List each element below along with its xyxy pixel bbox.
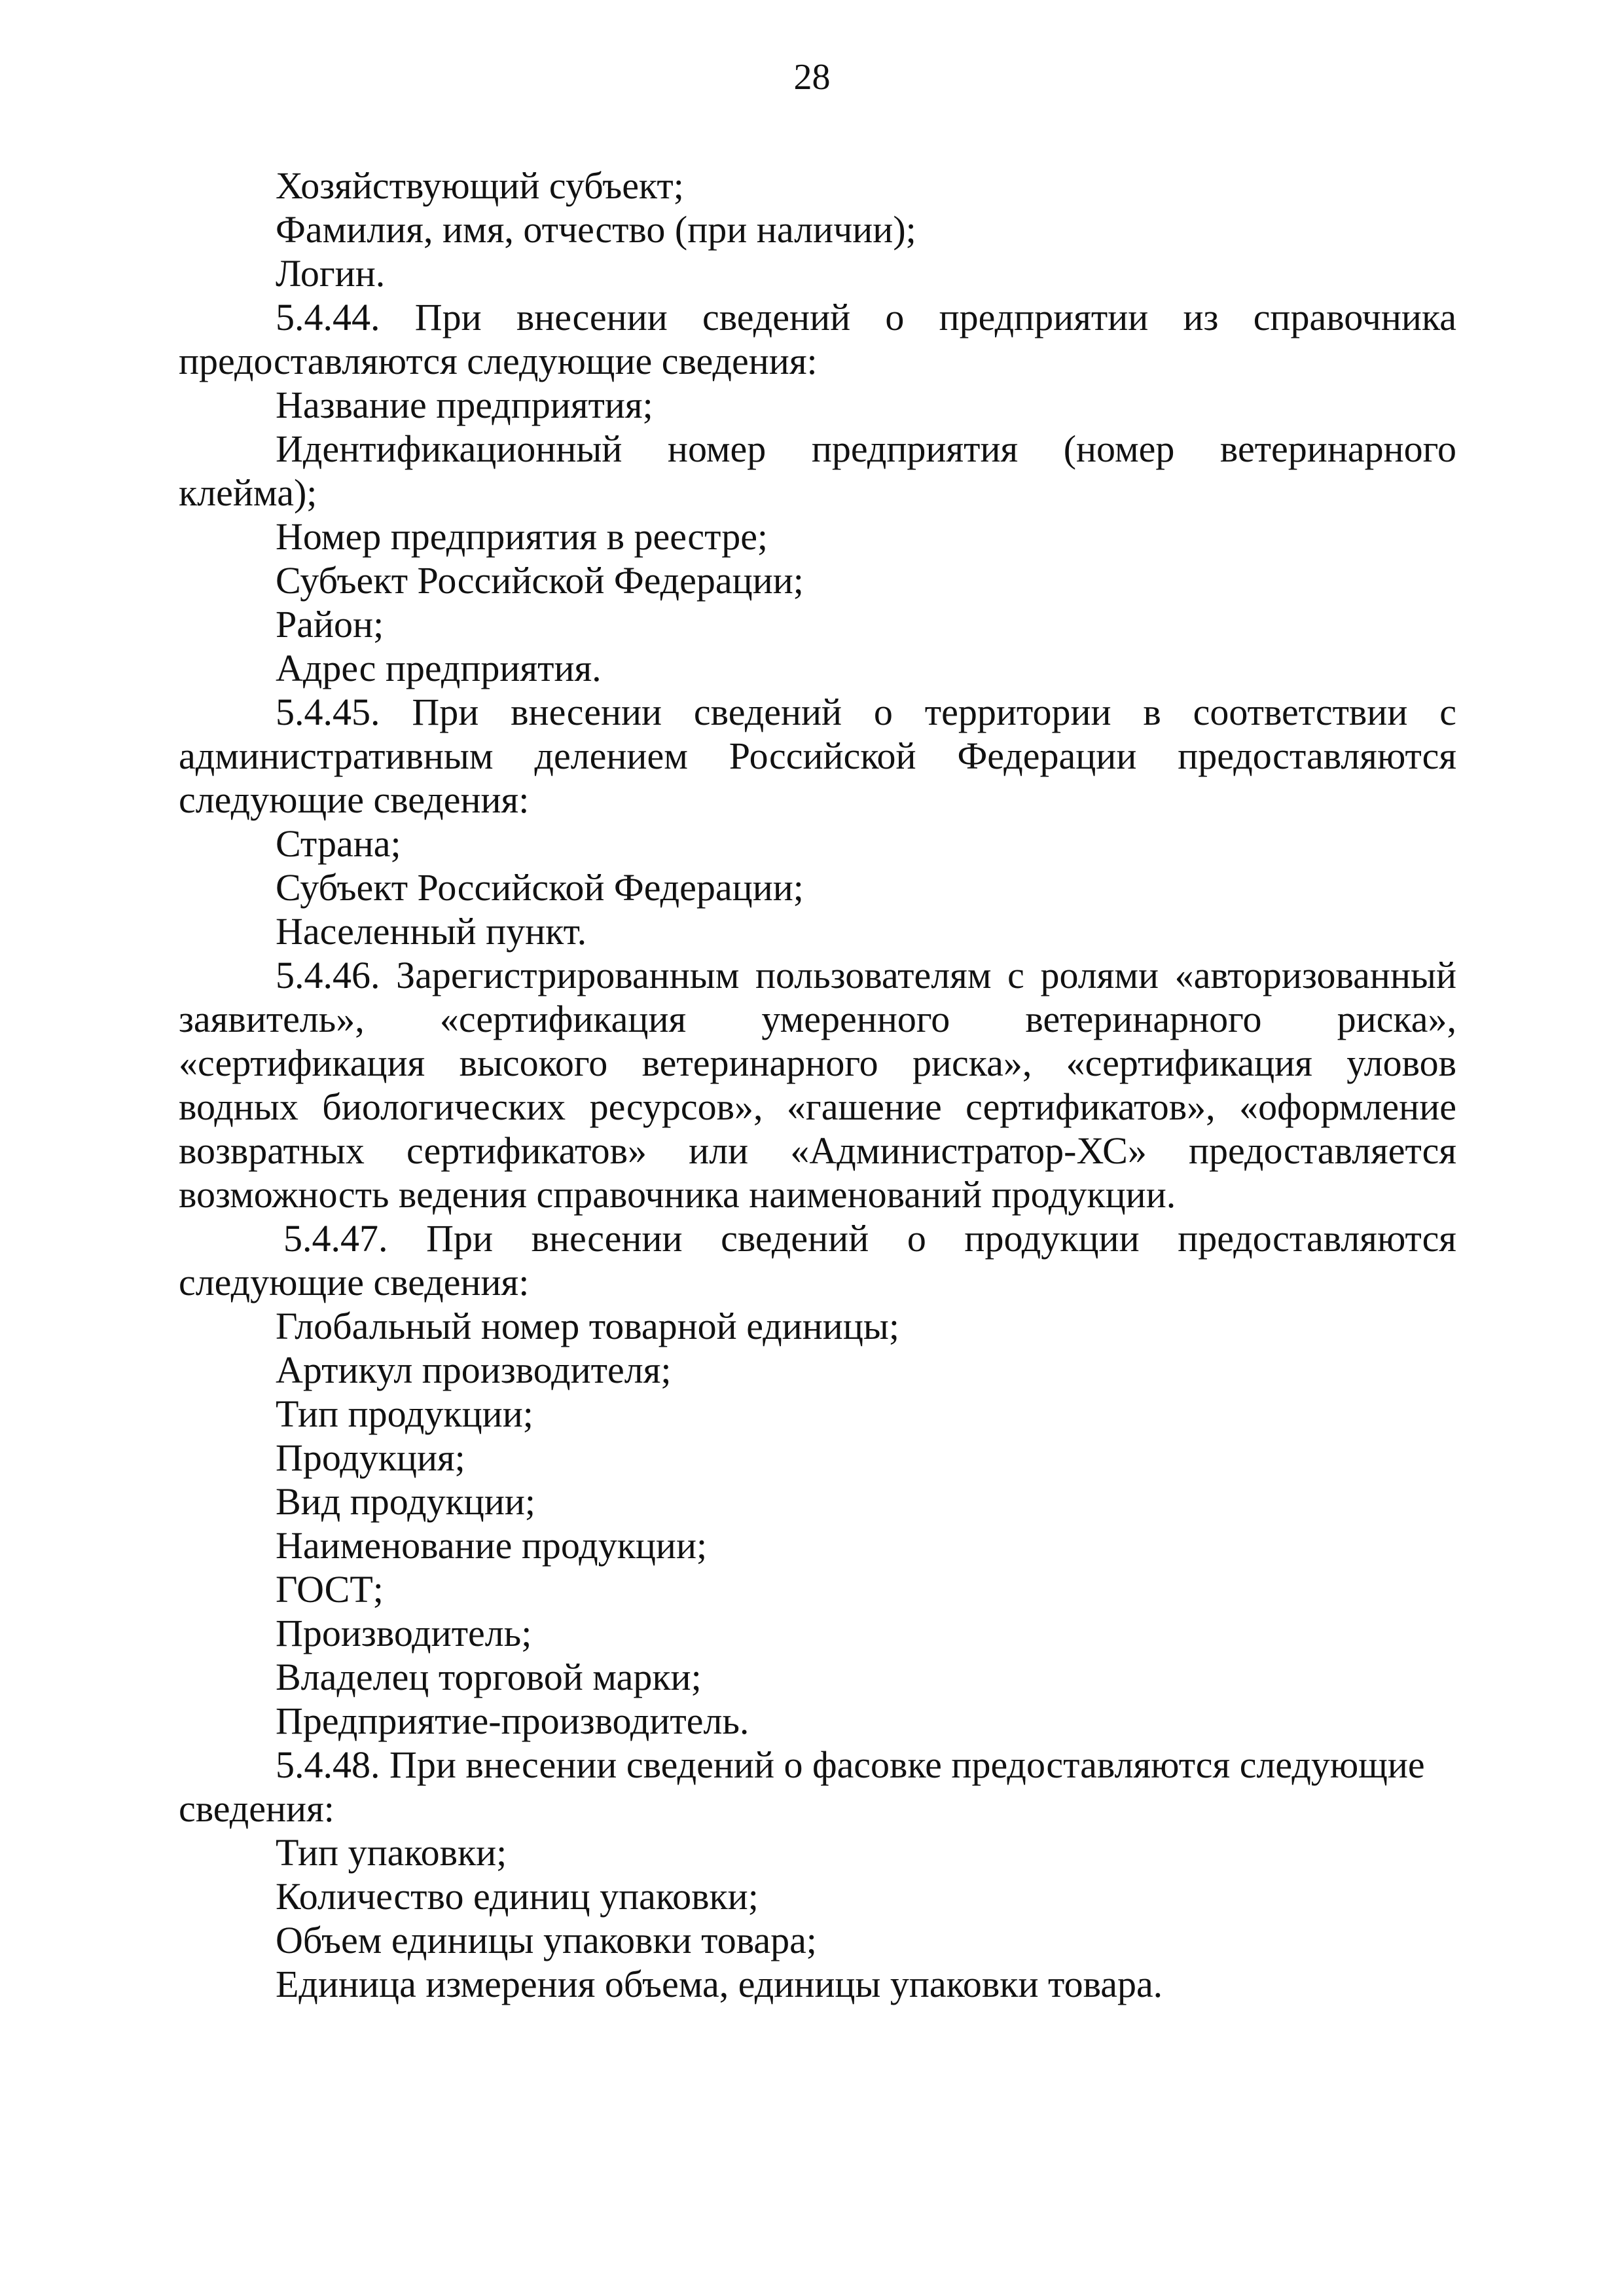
- text-line: возвратных сертификатов» или «Администратор-ХС» предоставляется: [179, 1129, 1456, 1172]
- text-line: Название предприятия;: [276, 384, 653, 426]
- text-line: клейма);: [179, 471, 317, 514]
- text-line: ГОСТ;: [276, 1568, 384, 1611]
- text-line: сведения:: [179, 1787, 334, 1830]
- text-line: Субъект Российской Федерации;: [276, 559, 804, 602]
- text-line: следующие сведения:: [179, 1261, 530, 1303]
- text-line: Тип упаковки;: [276, 1831, 507, 1874]
- text-line: водных биологических ресурсов», «гашение сертификатов», «оформление: [179, 1085, 1456, 1128]
- text-line: Район;: [276, 603, 384, 646]
- paragraph-5-4-48-line: 5.4.48. При внесении сведений о фасовке предоставляются следующие: [276, 1743, 1425, 1786]
- text-line: Номер предприятия в реестре;: [276, 515, 768, 558]
- text-line: Хозяйствующий субъект;: [276, 164, 684, 207]
- text-line: Количество единиц упаковки;: [276, 1875, 759, 1918]
- text-line: следующие сведения:: [179, 778, 530, 821]
- paragraph-5-4-47-line: 5.4.47. При внесении сведений о продукции предоставляются: [283, 1217, 1456, 1260]
- text-line: Логин.: [276, 252, 386, 295]
- text-line: Фамилия, имя, отчество (при наличии);: [276, 208, 916, 251]
- text-line: Единица измерения объема, единицы упаковки товара.: [276, 1963, 1163, 2005]
- paragraph-5-4-46-line: 5.4.46. Зарегистрированным пользователям с ролями «авторизованный: [276, 954, 1456, 996]
- text-line: Адрес предприятия.: [276, 647, 602, 689]
- text-line: административным делением Российской Федерации предоставляются: [179, 735, 1456, 777]
- text-line: Глобальный номер товарной единицы;: [276, 1305, 899, 1347]
- text-line: Продукция;: [276, 1436, 465, 1479]
- text-line: Тип продукции;: [276, 1393, 533, 1435]
- paragraph-5-4-45-line: 5.4.45. При внесении сведений о территории в соответствии с: [276, 691, 1456, 733]
- document-body: [179, 164, 1456, 2006]
- text-line: Производитель;: [276, 1612, 532, 1654]
- text-line: Вид продукции;: [276, 1480, 536, 1523]
- text-line: Населенный пункт.: [276, 910, 587, 953]
- text-line: Артикул производителя;: [276, 1349, 672, 1391]
- page-number: 28: [793, 57, 831, 98]
- text-line: Владелец торговой марки;: [276, 1656, 702, 1698]
- text-line: предоставляются следующие сведения:: [179, 340, 818, 382]
- text-line: Предприятие-производитель.: [276, 1700, 749, 1742]
- text-line: Субъект Российской Федерации;: [276, 866, 804, 909]
- text-line: Объем единицы упаковки товара;: [276, 1919, 817, 1961]
- text-line: Наименование продукции;: [276, 1524, 708, 1567]
- text-line: заявитель», «сертификация умеренного ветеринарного риска»,: [179, 998, 1456, 1040]
- text-line: Страна;: [276, 822, 401, 865]
- text-line: Идентификационный номер предприятия (номер ветеринарного: [276, 428, 1456, 470]
- text-line: возможность ведения справочника наименований продукции.: [179, 1173, 1176, 1216]
- paragraph-5-4-44-line: 5.4.44. При внесении сведений о предприятии из справочника: [276, 296, 1456, 338]
- text-line: «сертификация высокого ветеринарного риска», «сертификация уловов: [179, 1042, 1456, 1084]
